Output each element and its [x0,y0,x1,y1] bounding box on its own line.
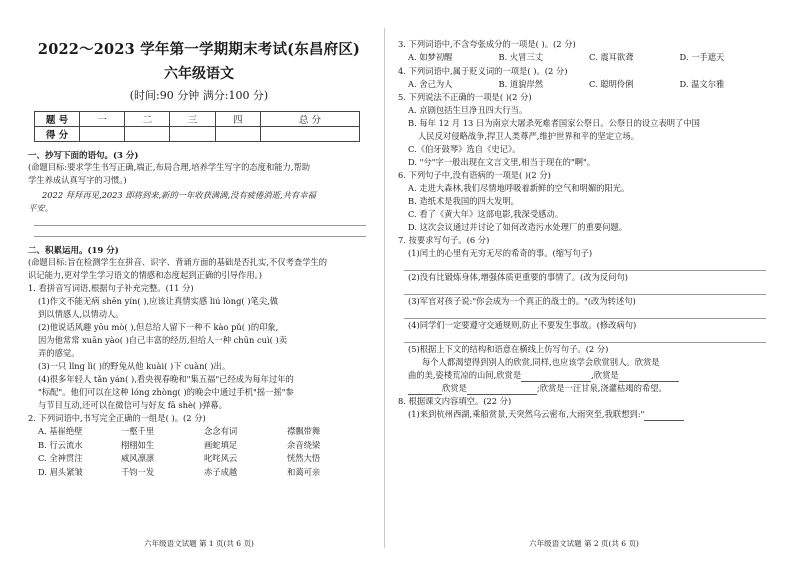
score-cell: 总 分 [260,112,359,127]
score-cell[interactable] [125,127,170,142]
option-text: 千钧一发 [121,466,155,477]
question-1-1: (1)作文不能无病 shēn yín( ),应该让真情实感 liú lòng( )笔尖,做 [38,296,279,306]
score-cell: 一 [80,112,125,127]
page-left [28,0,370,561]
question-5: 5. 下列说法不正确的一项是( )(2 分) [398,92,532,102]
option-text: D. 这次会议通过并讨论了如何改造污水处理厂的重要问题。 [408,222,628,232]
option-text: 威风凛凛 [121,453,155,463]
option-text: D. 一手遮天 [679,52,725,62]
answer-line[interactable] [404,332,766,343]
question-1-4: (4)很多年轻人 tǎn yán( ),看央视春晚和"集五福"已经成为每年过年的 [38,374,294,384]
score-cell[interactable] [260,127,359,142]
question-7-4: (4)同学们一定要遵守交通规则,防止不要发生事故。(修改病句) [408,320,637,330]
option-text: C. 震耳欲聋 [589,52,634,62]
option-text: 余音绕梁 [287,439,321,450]
option-text: C. 聪明伶俐 [589,78,634,89]
question-2-options [28,425,370,479]
option-text: 人民反对侵略战争,捍卫人类尊严,维护世界和平的坚定立场。 [418,131,639,141]
question-1-2: (2)他说话风趣 yōu mò( ),但总给人留下一种不 kào pǔ( )的印象, [38,322,279,332]
question-4: 4. 下列词语中,属于贬义词的一项是( )。(2 分) [398,65,568,76]
option-text: B. 道貌岸然 [498,78,544,89]
option-text: 和蔼可亲 [287,466,321,477]
question-7-5-text: 每个人都渴望得到别人的欣赏,同样,也应该学会欣赏别人。欣赏是 [422,357,660,367]
exam-title: 2022～2023 学年第一学期期末考试(东昌府区) [37,41,361,58]
question-6: 6. 下列句子中,没有语病的一项是( )(2 分) [398,170,551,180]
question-1: 1. 看拼音写词语,根据句子补充完整。(11 分) [28,283,194,293]
fill-blank[interactable] [644,420,684,421]
score-cell[interactable] [80,127,125,142]
text-fragment: 欣赏是 [442,383,467,393]
score-cell[interactable] [215,127,260,142]
answer-line[interactable] [404,284,766,295]
option-text: A. 走进大森林,我们尽情地呼吸着新鲜的空气和明媚的阳光。 [408,183,630,193]
score-cell: 得 分 [35,127,80,142]
option-text: 恍然大悟 [287,453,321,463]
score-cell[interactable] [170,127,215,142]
section-2-note: 识记能力,更对学生学习语文的情感和态度起到正确的引导作用。) [28,270,263,280]
score-cell: 三 [170,112,215,127]
question-1-4: "标配"。他们可以在这种 lóng zhòng( )的晚会中通过手机"摇一摇"参 [38,387,294,397]
question-1-1: 到以情感人,以情动人。 [38,309,124,319]
exam-subtitle: 六年级语文 [164,66,234,82]
option-text: 念念有词 [204,426,238,436]
question-7-2: (2)没有比锻炼身体,增强体质更重要的事情了。(改为反问句) [408,272,628,282]
section-1-title: 一、抄写下面的语句。(3 分) [28,151,139,161]
option-text: C. 全神贯注 [38,453,83,463]
writing-line[interactable] [34,215,366,226]
score-cell: 四 [215,112,260,127]
question-7: 7. 按要求写句子。(6 分) [398,235,490,245]
section-2-note: (命题目标:旨在检测学生在拼音、识字、背诵方面的基础是否扎实,不仅考查学生的 [28,257,328,267]
page-divider [384,28,385,548]
question-7-5: (5)根据上下文的结构和语意在横线上仿写句子。(2 分) [408,344,609,354]
question-1-2: 因为他常常 xuān yào( )自己丰富的经历,但给人一种 chūn cuì( )卖 [38,335,288,345]
section-1-note: 学生养成认真写字的习惯。) [28,175,127,185]
option-text: B. 行云流水 [38,439,83,450]
page-footer-left: 六年级语文试题 第 1 页(共 6 页) [144,539,254,548]
answer-line[interactable] [404,260,766,271]
writing-line[interactable] [34,226,366,237]
score-cell: 二 [125,112,170,127]
option-text: B. 每年 12 月 13 日为南京大屠杀死难者国家公祭日。公祭日的设立表明了中国 [408,118,700,128]
question-2: 2. 下列词语中,书写完全正确的一组是( )。(2 分) [28,413,206,423]
option-text: 叱咤风云 [204,453,238,463]
option-text: A. 舍己为人 [408,78,453,89]
option-text: 襟飘带舞 [287,426,321,436]
option-text: B. 火冒三丈 [498,52,544,62]
text-fragment: ,欣赏是 [591,370,619,380]
copy-text: 2022 拜拜再见,2023 即将到来,新的一年收获满满,没有疲倦消逝,共有幸福 [42,190,316,200]
option-text: 一壑千里 [121,426,155,436]
option-text: 画蛇填足 [204,439,238,450]
question-3: 3. 下列词语中,不含夸张成分的一项是( )。(2 分) [398,39,576,49]
text-fragment: ;欣赏是一汪甘泉,浇灌枯竭的希望。 [536,383,667,393]
score-table-value-row [35,127,360,142]
text-fragment: (1)来到杭州西湖,乘船赏景,天突然乌云密布,大雨突至,我联想到:" [408,409,645,419]
option-text: D. 温文尔雅 [679,78,725,89]
section-1-note: (命题目标:要求学生书写正确,端正,布局合理,培养学生写字的态度和能力,帮助 [28,162,311,172]
question-8-1 [398,408,770,421]
question-1-3: (3)一只 lǐng lì( )的野兔从他 kuài( )下 cuàn( )出。 [38,361,231,371]
option-text: D. 眉头紧皱 [38,466,83,477]
question-3-options [398,51,770,65]
option-text: A. 如梦初醒 [408,52,453,62]
question-7-5-text [398,382,770,395]
score-cell: 题 号 [35,112,80,127]
option-text: 栩栩如生 [121,439,155,450]
question-4-options [398,78,770,92]
question-7-3: (3)军官对孩子说:"你会成为一个真正的战士的。"(改为转述句) [408,296,636,306]
option-text: A. 京剧包括生旦净丑四大行当。 [408,105,528,115]
option-text: 赤子成越 [204,466,238,477]
score-table-header-row [35,112,360,127]
exam-time-score: (时间:90 分钟 满分:100 分) [129,89,269,102]
question-7-1: (1)闰土的心里有无穷无尽的希奇的事。(缩写句子) [408,248,593,258]
option-text: B. 造纸术是我国的四大发明。 [408,196,519,206]
answer-line[interactable] [404,308,766,319]
text-fragment: 曲的美,姿楼荒凉的山间,欣赏是 [408,370,522,380]
question-1-2: 弄的感觉。 [38,348,80,358]
option-text: A. 基崔绝壁 [38,426,83,436]
question-1-4: 与节目互动,还可以在微信可与好友 fā shè( )弹幕。 [38,400,227,410]
question-7-5-text [398,369,770,382]
score-table [34,111,360,142]
page-footer-right: 六年级语文试题 第 2 页(共 6 页) [529,539,639,548]
page-right [398,0,770,561]
section-2-title: 二、积累运用。(19 分) [28,246,119,256]
option-text: D. "兮"字一般出现在文言文里,相当于现在的"啊"。 [408,157,596,167]
option-text: C. 看了《黄大年》这部电影,我深受感动。 [408,209,564,219]
option-text: C.《伯牙鼓琴》选自《史记》。 [408,144,521,154]
copy-text: 平安。 [28,203,53,213]
question-8: 8. 根据课文内容填空。(22 分) [398,396,512,406]
